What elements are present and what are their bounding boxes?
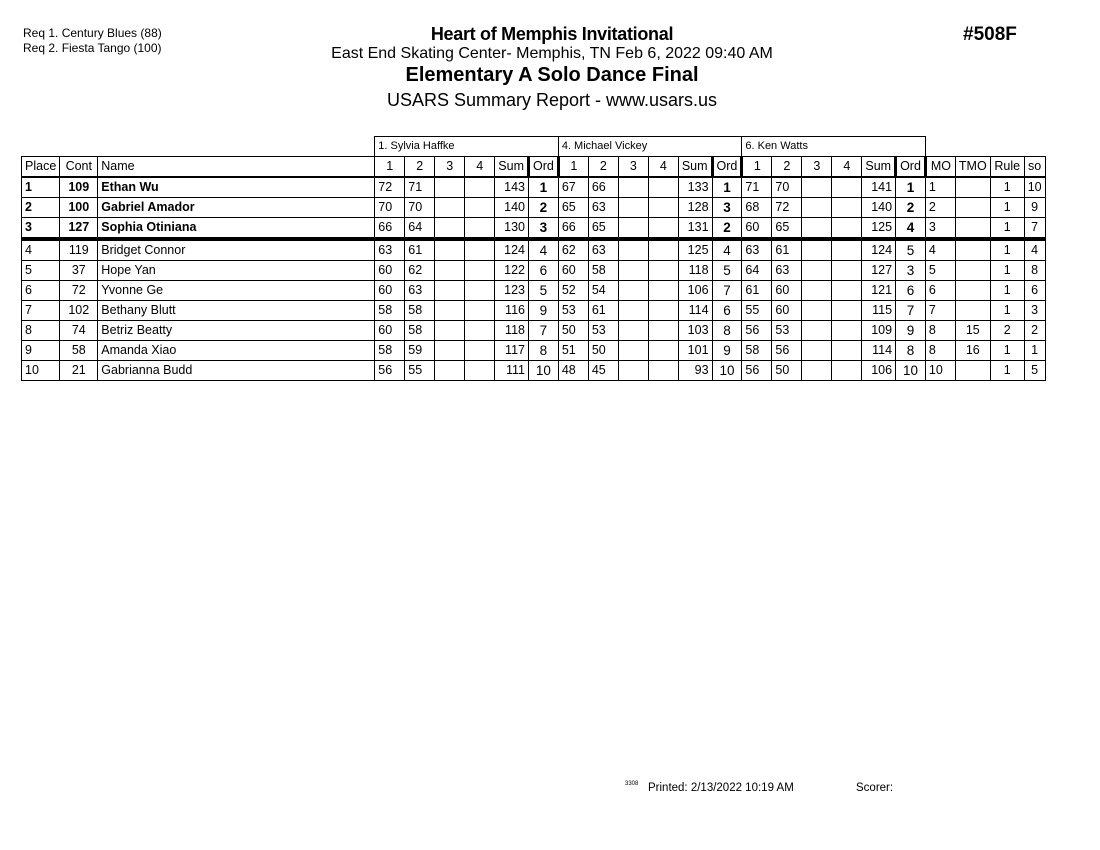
mark-cell: 60 xyxy=(558,261,588,281)
mark-cell xyxy=(802,239,832,261)
ordinal-cell: 9 xyxy=(528,301,558,321)
mark-cell: 56 xyxy=(742,361,772,381)
ordinal-cell: 4 xyxy=(528,239,558,261)
judge-header-2: 4. Michael Vickey xyxy=(558,137,742,157)
mark-cell xyxy=(832,261,862,281)
mark-cell xyxy=(618,177,648,198)
rule-cell: 2 xyxy=(990,321,1024,341)
mo-cell: 8 xyxy=(925,341,955,361)
sum-cell: 114 xyxy=(862,341,896,361)
name-cell: Hope Yan xyxy=(98,261,375,281)
footer-code: 3308 xyxy=(625,781,639,787)
ord-header: Ord xyxy=(896,157,926,178)
place-cell: 8 xyxy=(22,321,60,341)
mark-cell xyxy=(435,341,465,361)
ordinal-cell: 3 xyxy=(712,198,742,218)
ordinal-cell: 7 xyxy=(528,321,558,341)
rule-cell: 1 xyxy=(990,341,1024,361)
mark-cell: 64 xyxy=(405,218,435,240)
mark-cell xyxy=(435,361,465,381)
sum-cell: 118 xyxy=(678,261,712,281)
ordinal-cell: 9 xyxy=(896,321,926,341)
mark-cell xyxy=(648,341,678,361)
mark-cell xyxy=(802,341,832,361)
mark-cell xyxy=(832,281,862,301)
sum-cell: 125 xyxy=(862,218,896,240)
mark-cell: 66 xyxy=(588,177,618,198)
mark-cell: 68 xyxy=(742,198,772,218)
rule-cell: 1 xyxy=(990,361,1024,381)
judge-header-1: 1. Sylvia Haffke xyxy=(375,137,559,157)
ordinal-cell: 2 xyxy=(528,198,558,218)
mo-header: MO xyxy=(925,157,955,178)
place-cell: 10 xyxy=(22,361,60,381)
mark-cell xyxy=(465,281,495,301)
tmo-cell xyxy=(955,177,990,198)
ordinal-cell: 8 xyxy=(712,321,742,341)
mark-cell: 58 xyxy=(742,341,772,361)
mark-cell: 66 xyxy=(558,218,588,240)
rule-cell: 1 xyxy=(990,218,1024,240)
mo-cell: 10 xyxy=(925,361,955,381)
mark-cell: 53 xyxy=(772,321,802,341)
cont-cell: 21 xyxy=(60,361,98,381)
mark-cell xyxy=(435,281,465,301)
mark-cell xyxy=(832,341,862,361)
mark-cell xyxy=(648,177,678,198)
mark-cell: 52 xyxy=(558,281,588,301)
mark-cell xyxy=(465,261,495,281)
mark-cell: 60 xyxy=(375,261,405,281)
mark-cell xyxy=(648,301,678,321)
table-row xyxy=(22,218,1046,240)
rule-header: Rule xyxy=(990,157,1024,178)
mark-cell: 60 xyxy=(742,218,772,240)
mark-cell xyxy=(802,261,832,281)
mo-cell: 1 xyxy=(925,177,955,198)
mark-cell: 63 xyxy=(588,239,618,261)
mark-cell xyxy=(465,321,495,341)
ordinal-cell: 5 xyxy=(528,281,558,301)
mark-cell: 60 xyxy=(375,321,405,341)
mark-cell xyxy=(802,281,832,301)
tmo-cell xyxy=(955,281,990,301)
mark-cell xyxy=(465,239,495,261)
name-cell: Yvonne Ge xyxy=(98,281,375,301)
sum-cell: 106 xyxy=(862,361,896,381)
mark-cell xyxy=(832,301,862,321)
mark-cell xyxy=(465,218,495,240)
mark-cell: 56 xyxy=(375,361,405,381)
mark-cell: 61 xyxy=(772,239,802,261)
ordinal-cell: 3 xyxy=(528,218,558,240)
tmo-cell: 16 xyxy=(955,341,990,361)
sum-cell: 101 xyxy=(678,341,712,361)
tmo-header: TMO xyxy=(955,157,990,178)
rule-cell: 1 xyxy=(990,198,1024,218)
name-cell: Betriz Beatty xyxy=(98,321,375,341)
ordinal-cell: 7 xyxy=(712,281,742,301)
mark-cell xyxy=(618,321,648,341)
mark-cell xyxy=(648,361,678,381)
tmo-cell xyxy=(955,239,990,261)
mark-cell xyxy=(802,218,832,240)
mark-cell: 63 xyxy=(405,281,435,301)
mark-cell: 61 xyxy=(405,239,435,261)
sum-cell: 109 xyxy=(862,321,896,341)
ord-header: Ord xyxy=(712,157,742,178)
mark-header: 1 xyxy=(558,157,588,178)
mark-cell: 63 xyxy=(742,239,772,261)
mark-cell xyxy=(618,301,648,321)
name-cell: Ethan Wu xyxy=(98,177,375,198)
mo-cell: 8 xyxy=(925,321,955,341)
sum-cell: 124 xyxy=(862,239,896,261)
table-row xyxy=(22,261,1046,281)
mark-cell xyxy=(832,361,862,381)
cont-cell: 102 xyxy=(60,301,98,321)
so-header: so xyxy=(1024,157,1045,178)
mark-cell xyxy=(618,281,648,301)
mark-cell: 72 xyxy=(375,177,405,198)
cont-cell: 127 xyxy=(60,218,98,240)
rule-cell: 1 xyxy=(990,281,1024,301)
sum-cell: 103 xyxy=(678,321,712,341)
so-cell: 10 xyxy=(1024,177,1045,198)
mark-cell: 70 xyxy=(772,177,802,198)
sum-cell: 128 xyxy=(678,198,712,218)
mark-cell: 70 xyxy=(375,198,405,218)
mark-cell: 66 xyxy=(375,218,405,240)
mark-cell: 58 xyxy=(588,261,618,281)
sum-header: Sum xyxy=(862,157,896,178)
name-cell: Bridget Connor xyxy=(98,239,375,261)
mark-cell xyxy=(465,361,495,381)
so-cell: 1 xyxy=(1024,341,1045,361)
mark-header: 2 xyxy=(588,157,618,178)
ordinal-cell: 10 xyxy=(528,361,558,381)
event-title: Elementary A Solo Dance Final xyxy=(405,64,699,86)
tmo-cell xyxy=(955,361,990,381)
venue-date: East End Skating Center- Memphis, TN Feb 6, 2022 09:40 AM xyxy=(331,45,773,62)
ordinal-cell: 1 xyxy=(896,177,926,198)
mark-cell xyxy=(648,281,678,301)
mark-cell: 50 xyxy=(558,321,588,341)
mark-cell xyxy=(648,239,678,261)
ordinal-cell: 5 xyxy=(896,239,926,261)
mark-cell xyxy=(435,321,465,341)
sum-cell: 127 xyxy=(862,261,896,281)
so-cell: 6 xyxy=(1024,281,1045,301)
table-row xyxy=(22,177,1046,198)
mo-cell: 3 xyxy=(925,218,955,240)
mark-cell xyxy=(435,177,465,198)
mark-cell: 50 xyxy=(588,341,618,361)
name-cell: Bethany Blutt xyxy=(98,301,375,321)
place-header: Place xyxy=(22,157,60,178)
ordinal-cell: 7 xyxy=(896,301,926,321)
mark-cell xyxy=(648,218,678,240)
tmo-cell xyxy=(955,261,990,281)
mark-cell xyxy=(435,301,465,321)
mo-cell: 6 xyxy=(925,281,955,301)
mo-cell: 7 xyxy=(925,301,955,321)
mark-cell xyxy=(832,239,862,261)
table-row xyxy=(22,239,1046,261)
ord-header: Ord xyxy=(528,157,558,178)
so-cell: 4 xyxy=(1024,239,1045,261)
mark-cell xyxy=(802,177,832,198)
mark-cell: 53 xyxy=(588,321,618,341)
ordinal-cell: 1 xyxy=(528,177,558,198)
so-cell: 5 xyxy=(1024,361,1045,381)
rule-cell: 1 xyxy=(990,261,1024,281)
requirement-1: Req 1. Century Blues (88) xyxy=(23,26,162,40)
sum-header: Sum xyxy=(678,157,712,178)
ordinal-cell: 8 xyxy=(896,341,926,361)
mark-cell: 55 xyxy=(405,361,435,381)
ordinal-cell: 9 xyxy=(712,341,742,361)
sum-cell: 114 xyxy=(678,301,712,321)
mo-cell: 4 xyxy=(925,239,955,261)
mark-cell xyxy=(802,361,832,381)
mark-cell xyxy=(465,198,495,218)
tmo-cell: 15 xyxy=(955,321,990,341)
mark-cell: 58 xyxy=(405,301,435,321)
mark-header: 4 xyxy=(832,157,862,178)
cont-cell: 100 xyxy=(60,198,98,218)
place-cell: 4 xyxy=(22,239,60,261)
sum-cell: 124 xyxy=(495,239,529,261)
name-cell: Gabrianna Budd xyxy=(98,361,375,381)
rule-cell: 1 xyxy=(990,301,1024,321)
sum-cell: 131 xyxy=(678,218,712,240)
name-cell: Amanda Xiao xyxy=(98,341,375,361)
mark-cell: 56 xyxy=(772,341,802,361)
scorer-label: Scorer: xyxy=(856,782,894,794)
sum-cell: 121 xyxy=(862,281,896,301)
mark-cell xyxy=(832,177,862,198)
mark-cell: 65 xyxy=(558,198,588,218)
mark-cell xyxy=(618,341,648,361)
sum-header: Sum xyxy=(495,157,529,178)
place-cell: 1 xyxy=(22,177,60,198)
sum-cell: 123 xyxy=(495,281,529,301)
mark-cell: 70 xyxy=(405,198,435,218)
name-cell: Sophia Otiniana xyxy=(98,218,375,240)
results-table xyxy=(21,136,1046,381)
mark-header: 4 xyxy=(648,157,678,178)
sum-cell: 117 xyxy=(495,341,529,361)
mark-cell xyxy=(435,218,465,240)
sum-cell: 140 xyxy=(495,198,529,218)
mark-cell xyxy=(832,218,862,240)
mark-header: 3 xyxy=(435,157,465,178)
mark-cell: 59 xyxy=(405,341,435,361)
ordinal-cell: 8 xyxy=(528,341,558,361)
mark-cell: 58 xyxy=(405,321,435,341)
mark-cell xyxy=(832,321,862,341)
sum-cell: 141 xyxy=(862,177,896,198)
mark-cell xyxy=(618,361,648,381)
table-row xyxy=(22,198,1046,218)
mark-cell: 71 xyxy=(405,177,435,198)
mark-cell xyxy=(435,239,465,261)
mark-cell xyxy=(648,321,678,341)
competition-title: Heart of Memphis Invitational xyxy=(430,24,674,44)
sum-cell: 133 xyxy=(678,177,712,198)
mark-cell: 67 xyxy=(558,177,588,198)
sum-cell: 118 xyxy=(495,321,529,341)
ordinal-cell: 6 xyxy=(896,281,926,301)
mark-cell: 54 xyxy=(588,281,618,301)
ordinal-cell: 4 xyxy=(712,239,742,261)
sum-cell: 143 xyxy=(495,177,529,198)
mark-cell: 53 xyxy=(558,301,588,321)
table-row xyxy=(22,341,1046,361)
sum-cell: 111 xyxy=(495,361,529,381)
sum-cell: 93 xyxy=(678,361,712,381)
mark-cell xyxy=(435,198,465,218)
sum-cell: 125 xyxy=(678,239,712,261)
place-cell: 3 xyxy=(22,218,60,240)
mark-cell: 56 xyxy=(742,321,772,341)
mark-cell: 58 xyxy=(375,341,405,361)
mark-cell: 60 xyxy=(772,281,802,301)
mark-cell: 62 xyxy=(405,261,435,281)
mark-cell: 61 xyxy=(588,301,618,321)
so-cell: 8 xyxy=(1024,261,1045,281)
sum-cell: 122 xyxy=(495,261,529,281)
mark-cell: 51 xyxy=(558,341,588,361)
mark-header: 2 xyxy=(772,157,802,178)
mark-cell xyxy=(465,177,495,198)
mo-cell: 5 xyxy=(925,261,955,281)
cont-cell: 119 xyxy=(60,239,98,261)
mark-cell: 72 xyxy=(772,198,802,218)
ordinal-cell: 10 xyxy=(712,361,742,381)
mark-cell: 63 xyxy=(375,239,405,261)
mark-cell xyxy=(802,198,832,218)
mark-cell xyxy=(465,341,495,361)
ordinal-cell: 2 xyxy=(712,218,742,240)
mark-cell xyxy=(832,198,862,218)
sum-cell: 106 xyxy=(678,281,712,301)
tmo-cell xyxy=(955,301,990,321)
rule-cell: 1 xyxy=(990,177,1024,198)
mark-header: 3 xyxy=(802,157,832,178)
cont-cell: 37 xyxy=(60,261,98,281)
ordinal-cell: 1 xyxy=(712,177,742,198)
tmo-cell xyxy=(955,198,990,218)
so-cell: 2 xyxy=(1024,321,1045,341)
mark-cell xyxy=(618,198,648,218)
mark-cell xyxy=(648,198,678,218)
mark-cell: 45 xyxy=(588,361,618,381)
table-row xyxy=(22,361,1046,381)
mark-header: 1 xyxy=(375,157,405,178)
ordinal-cell: 3 xyxy=(896,261,926,281)
mark-cell xyxy=(802,321,832,341)
sum-cell: 115 xyxy=(862,301,896,321)
cont-cell: 74 xyxy=(60,321,98,341)
cont-cell: 72 xyxy=(60,281,98,301)
name-cell: Gabriel Amador xyxy=(98,198,375,218)
rule-cell: 1 xyxy=(990,239,1024,261)
mark-cell: 55 xyxy=(742,301,772,321)
mark-cell: 63 xyxy=(588,198,618,218)
mark-cell: 48 xyxy=(558,361,588,381)
so-cell: 3 xyxy=(1024,301,1045,321)
place-cell: 9 xyxy=(22,341,60,361)
mark-cell: 50 xyxy=(772,361,802,381)
mark-cell: 63 xyxy=(772,261,802,281)
ordinal-cell: 5 xyxy=(712,261,742,281)
mark-cell xyxy=(618,239,648,261)
table-row xyxy=(22,281,1046,301)
ordinal-cell: 10 xyxy=(896,361,926,381)
mark-header: 1 xyxy=(742,157,772,178)
tmo-cell xyxy=(955,218,990,240)
ordinal-cell: 6 xyxy=(712,301,742,321)
cont-header: Cont xyxy=(60,157,98,178)
so-cell: 9 xyxy=(1024,198,1045,218)
mark-header: 4 xyxy=(465,157,495,178)
cont-cell: 58 xyxy=(60,341,98,361)
mark-cell: 60 xyxy=(375,281,405,301)
ordinal-cell: 2 xyxy=(896,198,926,218)
place-cell: 7 xyxy=(22,301,60,321)
mark-cell: 61 xyxy=(742,281,772,301)
event-id: #508F xyxy=(963,24,1017,45)
mo-cell: 2 xyxy=(925,198,955,218)
ordinal-cell: 6 xyxy=(528,261,558,281)
mark-cell xyxy=(618,218,648,240)
mark-cell xyxy=(802,301,832,321)
mark-cell: 58 xyxy=(375,301,405,321)
cont-cell: 109 xyxy=(60,177,98,198)
judge-header-3: 6. Ken Watts xyxy=(742,137,926,157)
so-cell: 7 xyxy=(1024,218,1045,240)
mark-cell xyxy=(648,261,678,281)
mark-cell xyxy=(465,301,495,321)
sum-cell: 116 xyxy=(495,301,529,321)
place-cell: 6 xyxy=(22,281,60,301)
mark-cell xyxy=(435,261,465,281)
mark-cell: 71 xyxy=(742,177,772,198)
mark-header: 3 xyxy=(618,157,648,178)
mark-cell: 60 xyxy=(772,301,802,321)
mark-cell: 64 xyxy=(742,261,772,281)
printed-timestamp: Printed: 2/13/2022 10:19 AM xyxy=(648,782,794,794)
mark-cell: 65 xyxy=(772,218,802,240)
sum-cell: 140 xyxy=(862,198,896,218)
mark-cell xyxy=(618,261,648,281)
report-title: USARS Summary Report - www.usars.us xyxy=(386,90,718,110)
table-row xyxy=(22,321,1046,341)
requirement-2: Req 2. Fiesta Tango (100) xyxy=(23,41,162,55)
sum-cell: 130 xyxy=(495,218,529,240)
ordinal-cell: 4 xyxy=(896,218,926,240)
table-row xyxy=(22,301,1046,321)
mark-cell: 65 xyxy=(588,218,618,240)
name-header: Name xyxy=(98,157,375,178)
mark-header: 2 xyxy=(405,157,435,178)
place-cell: 2 xyxy=(22,198,60,218)
mark-cell: 62 xyxy=(558,239,588,261)
place-cell: 5 xyxy=(22,261,60,281)
